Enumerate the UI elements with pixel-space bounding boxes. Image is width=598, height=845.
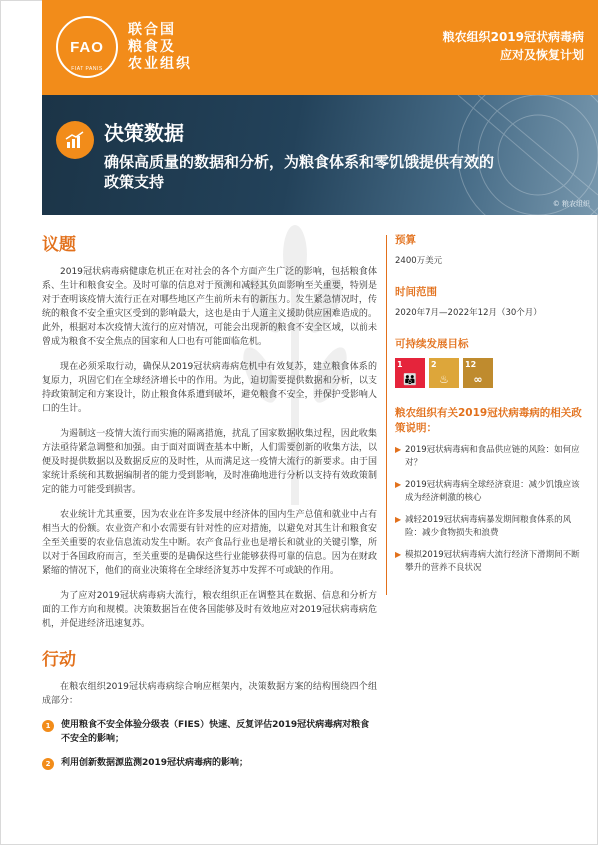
arrow-right-icon: ▶: [395, 445, 402, 454]
fao-logo: [56, 16, 236, 78]
policy-brief-text: 减轻2019冠状病毒病暴发期间粮食体系的风险：减少食物损失和浪费: [405, 515, 572, 538]
sdg-12-icon: 12 ∞: [463, 358, 493, 388]
column-divider: [386, 235, 387, 595]
action-item-text: 利用创新数据源监测2019冠状病毒病的影响；: [61, 758, 249, 768]
policy-brief-text: 2019冠状病毒病全球经济衰退：减少饥饿应该成为经济刺激的核心: [405, 480, 580, 503]
sdg-label: 可持续发展目标: [395, 338, 469, 350]
budget-value: 2400万美元: [395, 256, 443, 266]
action-item-1: [42, 718, 377, 746]
hero-banner: [42, 95, 598, 215]
plan-title-line1: 粮农组织2019冠状病毒病: [442, 30, 584, 44]
issue-paragraph-2: 现在必须采取行动，确保从2019冠状病毒病危机中有效复苏，建立粮食体系的复原力，巩固它们在全球经济增长中的作用。为此，迫切需要提供数据和分析，以支持政策制定和方案设计，防止粮食体系遭到破坏，避免粮食不安全，并保护受影响人口的生计。: [42, 362, 377, 414]
time-label: 时间范围: [395, 286, 437, 298]
budget-label: 预算: [395, 234, 416, 246]
org-name-line2: 粮食及: [128, 38, 176, 55]
arrow-right-icon: ▶: [395, 550, 402, 559]
sdg-icons: [395, 358, 585, 388]
action-number-badge: 1: [42, 720, 54, 732]
policy-brief-item[interactable]: [395, 444, 585, 470]
action-item-text: 使用粮食不安全体验分级表（FIES）快速、反复评估2019冠状病毒病对粮食不安全的影响；: [61, 720, 370, 744]
header-banner: [42, 0, 598, 95]
issue-heading: 议题: [42, 235, 76, 255]
sdg-1-icon: 1 👪: [395, 358, 425, 388]
policy-brief-item[interactable]: [395, 514, 585, 540]
policy-briefs-heading: 粮农组织有关2019冠状病毒病的相关政策说明：: [395, 407, 582, 434]
photo-credit: © 粮农组织: [552, 200, 590, 208]
fao-logo-ring-text: FIAT PANIS: [71, 66, 103, 72]
main-column: [42, 230, 377, 780]
plan-title-line2: 应对及恢复计划: [499, 48, 584, 62]
org-name-line1: 联合国: [128, 21, 176, 38]
hero-subtitle: 确保高质量的数据和分析，为粮食体系和零饥饿提供有效的政策支持: [104, 153, 495, 191]
chart-icon: [56, 121, 94, 159]
arrow-right-icon: ▶: [395, 515, 402, 524]
action-heading: 行动: [42, 650, 76, 670]
policy-brief-text: 2019冠状病毒病和食品供应链的风险：如何应对？: [405, 445, 580, 468]
sidebar: [395, 232, 585, 584]
fao-logo-text: FAO: [70, 38, 104, 56]
issue-paragraph-3: 为遏制这一疫情大流行而实施的隔离措施，扰乱了国家数据收集过程，因此收集方法亟待紧急调整和加强。由于面对面调查基本中断，人们需要创新的收集方法，以便及时提供数据以及数据反应的及时性，从而满足这一疫情大流行的新要求。由于国家统计系统和其数据编制者的能力受到影响，及时准确地进行分析以支持有效政策制定的能力可能受到损害。: [42, 429, 377, 495]
policy-brief-item[interactable]: [395, 549, 585, 575]
arrow-right-icon: ▶: [395, 480, 402, 489]
organization-name: [128, 22, 192, 73]
plan-title: [443, 28, 584, 64]
org-name-line3: 农业组织: [128, 55, 192, 72]
policy-brief-text: 模拟2019冠状病毒病大流行经济下滑期间不断攀升的营养不良状况: [405, 550, 580, 573]
action-intro: 在粮农组织2019冠状病毒病综合响应框架内，决策数据方案的结构围绕四个组成部分：: [42, 682, 377, 706]
action-number-badge: 2: [42, 758, 54, 770]
fao-emblem-icon: [56, 16, 118, 78]
issue-paragraph-4: 农业统计尤其重要，因为农业在许多发展中经济体的国内生产总值和就业中占有相当大的份额。农业资产和小农需要有针对性的应对措施，以避免对其生计和粮食安全至关重要的农业信息流动发生中断。农产食品行业也是增长和就业的关键引擎，所以对于各国政府而言，至关重要的是确保这些行业能够获得可靠的信息。因为在财政紧缩的情况下，他们的商业决策将在全球经济复苏中发挥不可或缺的作用。: [42, 510, 377, 576]
policy-brief-item[interactable]: [395, 479, 585, 505]
issue-paragraph-5: 为了应对2019冠状病毒病大流行，粮农组织正在调整其在数据、信息和分析方面的工作方向和规模。决策数据旨在使各国能够及时有效地应对2019冠状病毒病危机，并促进经济迅速复苏。: [42, 591, 377, 629]
action-item-2: [42, 756, 377, 770]
sdg-2-icon: 2 ♨: [429, 358, 459, 388]
issue-paragraph-1: 2019冠状病毒病健康危机正在对社会的各个方面产生广泛的影响，包括粮食体系、生计和粮食安全。及时可靠的信息对于预测和减轻其负面影响至关重要，特别是对于查明该疫情大流行正在对哪些地区产生前所未有的新压力。发生紧急情况时，传统的粮食不安全重灾区受到的影响最大，这也是由于人道主义援助供应困难造成的。此外，根据对本次疫情大流行的应对情况，可能会出现新的粮食不安全区域，以前未曾成为粮食不安全焦点的国家和人口也有可能面临危机。: [42, 267, 377, 347]
hero-title: 决策数据: [104, 121, 184, 145]
time-value: 2020年7月—2022年12月（30个月）: [395, 308, 542, 318]
